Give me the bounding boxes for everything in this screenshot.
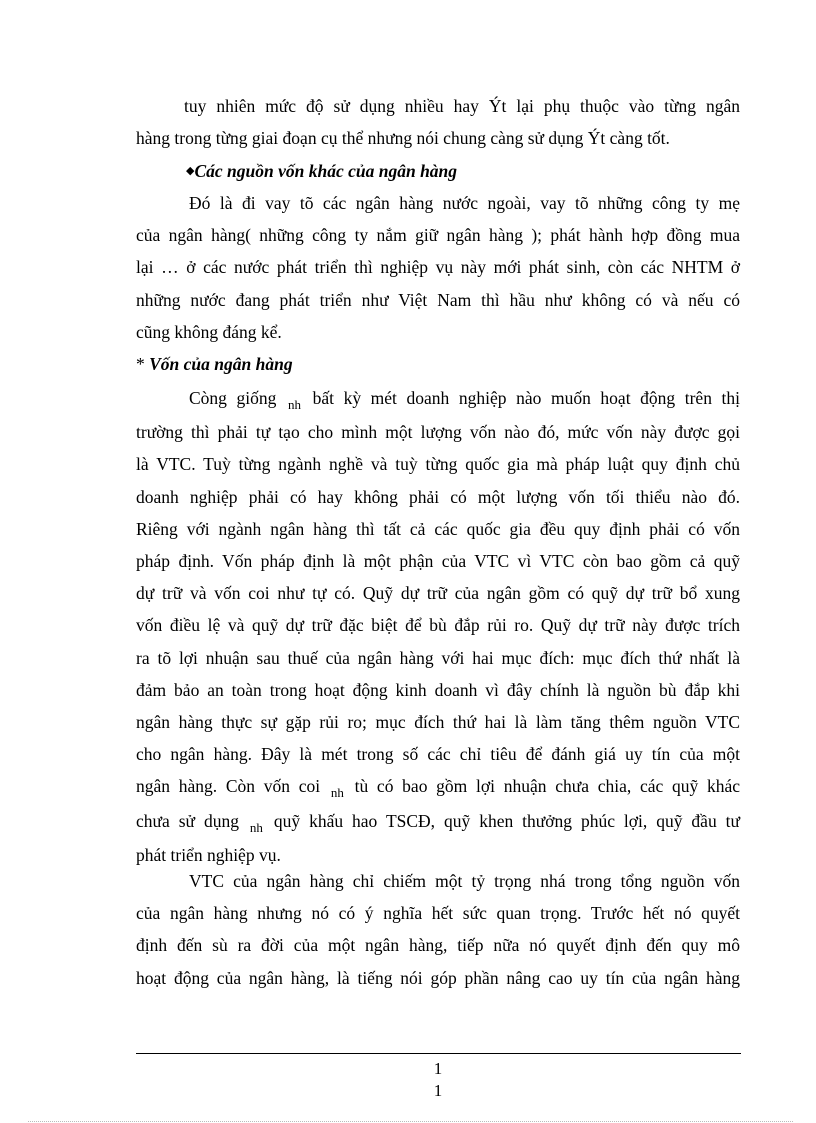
other-sources-line-1: Đó là đi vay tõ các ngân hàng nước ngoài, vay tõ những công ty mẹ [189,193,740,213]
closing-line-1: VTC của ngân hàng chỉ chiếm một tỷ trọng nhá trong tổng nguồn vốn [189,871,740,891]
heading-other-sources-text: Các nguồn vốn khác của ngân hàng [194,161,458,181]
capital-line-10: đảm bảo an toàn trong hoạt động kinh doanh vì đây chính là nguồn bù đắp khi [136,679,740,700]
footer-divider [136,1053,741,1054]
intro-paragraph [136,90,740,154]
other-sources-line-4: những nước đang phát triển như Việt Nam thì hầu như không có và nếu có [136,289,740,310]
capital-line-4: doanh nghiệp phải có hay không phải có một lượng vốn tối thiểu nào đó. [136,486,740,507]
capital-line-1: Còng giống $_{nh}$ bất kỳ mét doanh nghiệp nào muốn hoạt động trên thị [189,388,741,412]
asterisk-bullet: * [136,354,145,374]
capital-line-11: ngân hàng thực sự gặp rủi ro; mục đích thứ hai là làm tăng thêm nguồn VTC [136,712,740,733]
page-bottom-dotted-divider [28,1121,793,1122]
capital-line-14: chưa sử dụng $_{nh}$ quỹ khấu hao TSCĐ, quỹ khen thưởng phúc lợi, quỹ đầu tư [136,810,740,835]
other-sources-line-3: lại … ở các nước phát triển thì nghiệp vụ này mới phát sinh, còn các NHTM ở [136,257,740,278]
other-sources-line-5: cũng không đáng kể. [136,321,282,342]
heading-capital [136,348,293,380]
intro-line-2: hàng trong từng giai đoạn cụ thể nhưng nói chung càng sử dụng Ýt càng tốt. [136,128,670,149]
capital-line-15: phát triển nghiệp vụ. [136,844,281,865]
other-sources-paragraph [136,187,740,348]
capital-line-6: pháp định. Vốn pháp định là một phận của VTC vì VTC còn bao gồm cả quỹ [136,551,740,572]
closing-paragraph [136,865,740,994]
page-number: 1 [433,1059,443,1078]
other-sources-line-2: của ngân hàng( những công ty nắm giữ ngân hàng ); phát hành hợp đồng mua [136,225,740,246]
capital-line-13: ngân hàng. Còn vốn coi $_{nh}$ tù có bao gồm lợi nhuận chưa chia, các quỹ khác [136,776,741,801]
closing-line-2: của ngân hàng nhưng nó có ý nghĩa hết sức quan trọng. Trước hết nó quyết [136,903,740,924]
intro-line-1: tuy nhiên mức độ sử dụng nhiều hay Ýt lại phụ thuộc vào từng ngân [184,96,740,116]
heading-other-sources [186,155,457,190]
closing-line-4: hoạt động của ngân hàng, là tiếng nói góp phần nâng cao uy tín của ngân hàng [136,967,740,988]
capital-line-8: vốn điều lệ và quỹ dự trữ đặc biệt để bù đắp rủi ro. Quỹ dự trữ này được trích [136,615,740,636]
capital-line-3: là VTC. Tuỳ từng ngành nghề và tuỳ từng quốc gia mà pháp luật quy định chủ [136,454,740,475]
heading-capital-text: Vốn của ngân hàng [149,354,293,374]
capital-line-7: dự trữ và vốn coi như tự có. Quỹ dự trữ của ngân gồm có quỹ dự trữ bổ xung [136,583,740,604]
closing-line-3: định đến sù ra đời của một ngân hàng, tiếp nữa nó quyết định đến quy mô [136,935,740,956]
capital-line-5: Riêng với ngành ngân hàng thì tất cả các quốc gia đều quy định phải có vốn [136,518,740,539]
capital-line-2: trường thì phải tự tạo cho mình một lượng vốn nào đó, mức vốn này được gọi [136,422,740,443]
page-number-repeat: 1 [433,1081,443,1100]
diamond-bullet-icon: ◆ [186,165,195,177]
capital-line-12: cho ngân hàng. Đây là mét trong số các chỉ tiêu để đánh giá uy tín của một [136,744,740,765]
capital-paragraph [136,382,740,871]
capital-line-9: ra tõ lợi nhuận sau thuế của ngân hàng với hai mục đích: mục đích thứ nhất là [136,647,740,668]
